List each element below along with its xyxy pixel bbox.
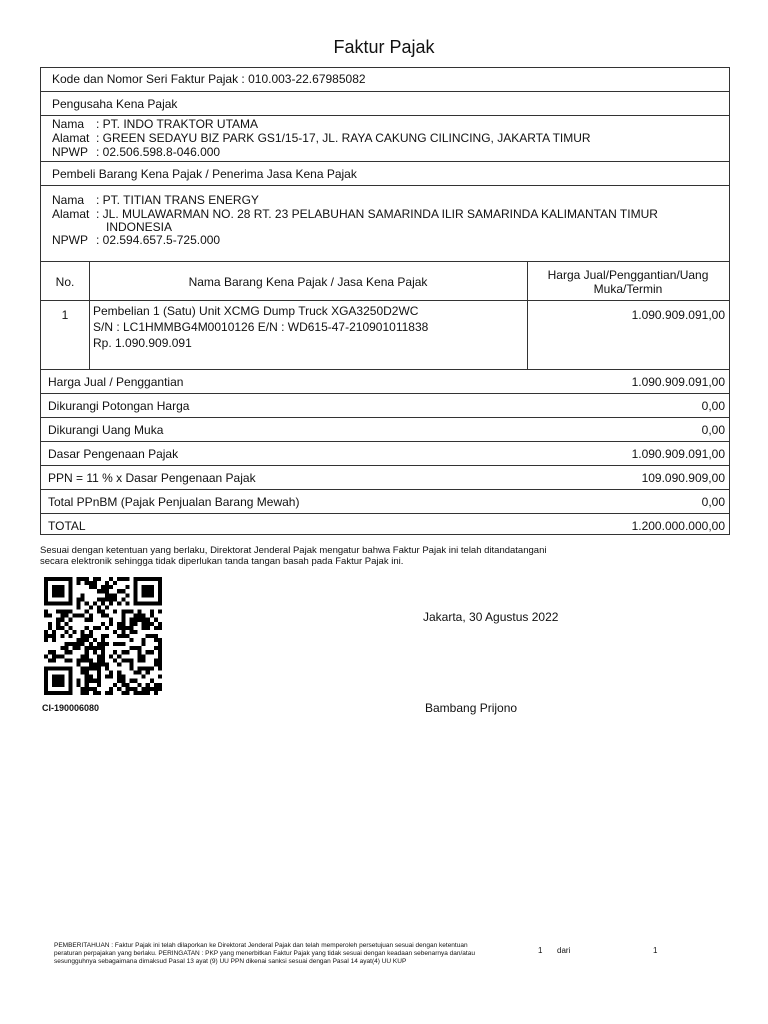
page-dari: dari	[557, 946, 571, 955]
item-description: Pembelian 1 (Satu) Unit XCMG Dump Truck XGA3250D2WC S/N : LC1HMMBG4M0010126 E/N : WD615-47-210901011838 Rp. 1.090.909.091	[93, 304, 429, 350]
summary-row	[41, 514, 729, 538]
pengusaha-details	[41, 116, 729, 162]
item-no: 1	[61, 308, 69, 322]
pembeli-heading: Pembeli Barang Kena Pajak / Penerima Jasa Kena Pajak	[52, 167, 357, 181]
qr-code	[42, 577, 164, 695]
summary-value: 1.090.909.091,00	[631, 447, 725, 461]
item-header-row	[41, 262, 729, 301]
col-no-header: No.	[55, 275, 75, 289]
kode-nomor: Kode dan Nomor Seri Faktur Pajak : 010.003-22.67985082	[52, 72, 366, 86]
e-signature-note: Sesuai dengan ketentuan yang berlaku, Direktorat Jenderal Pajak mengatur bahwa Faktur Pajak ini telah ditandatangani secara elektronik sehingga tidak diperlukan tanda tangan basah pada Faktur Pajak ini.	[40, 545, 547, 567]
signer-name: Bambang Prijono	[425, 701, 518, 715]
kode-row	[41, 68, 729, 92]
pembeli-details	[41, 186, 729, 262]
pembeli-heading-row	[41, 162, 729, 186]
summary-row	[41, 418, 729, 442]
summary-row	[41, 490, 729, 514]
summary-value: 1.090.909.091,00	[631, 375, 725, 389]
summary-value: 0,00	[701, 399, 725, 413]
document-title: Faktur Pajak	[333, 37, 435, 57]
summary-row	[41, 394, 729, 418]
col-harga-header: Harga Jual/Penggantian/Uang Muka/Termin	[547, 268, 709, 296]
summary-label: Dikurangi Potongan Harga	[48, 399, 190, 413]
pembeli-nama: Nama : PT. TITIAN TRANS ENERGY	[52, 193, 259, 207]
pengusaha-heading: Pengusaha Kena Pajak	[52, 97, 178, 111]
pengusaha-heading-row	[41, 92, 729, 116]
pembeli-alamat-line2: INDONESIA	[106, 220, 173, 234]
item-row	[41, 301, 729, 370]
summary-value: 0,00	[701, 495, 725, 509]
summary-label: Dikurangi Uang Muka	[48, 423, 164, 437]
summary-label: Harga Jual / Penggantian	[48, 375, 184, 389]
summary-row	[41, 442, 729, 466]
summary-value: 109.090.909,00	[641, 471, 725, 485]
summary-label: PPN = 11 % x Dasar Pengenaan Pajak	[48, 471, 256, 485]
footer-notice: PEMBERITAHUAN : Faktur Pajak ini telah dilaporkan ke Direktorat Jenderal Pajak dan telah memperoleh persetujuan sesuai dengan ketentuan peraturan perpajakan yang berlaku. PERINGATAN : PKP yang menerbitkan Faktur Pajak yang tidak sesuai dengan keadaan sebenarnya dan/atau sesungguhnya sebagaimana dimaksud Pasal 13 ayat (9) UU PPN dikenai sanksi sesuai dengan Pasal 14 ayat(4) UU KUP	[54, 942, 475, 965]
summary-label: Total PPnBM (Pajak Penjualan Barang Mewah)	[48, 495, 300, 509]
pengusaha-npwp: NPWP : 02.506.598.8-046.000	[52, 145, 221, 159]
col-nama-header: Nama Barang Kena Pajak / Jasa Kena Pajak	[188, 275, 428, 289]
summary-label: Dasar Pengenaan Pajak	[48, 447, 179, 461]
summary-value: 1.200.000.000,00	[631, 519, 725, 533]
pengusaha-nama: Nama : PT. INDO TRAKTOR UTAMA	[52, 117, 259, 131]
qr-code-id: CI-190006080	[42, 703, 100, 713]
summary-label: TOTAL	[48, 519, 86, 533]
pembeli-alamat: Alamat : JL. MULAWARMAN NO. 28 RT. 23 PELABUHAN SAMARINDA ILIR SAMARINDA KALIMANTAN TIMUR	[52, 207, 658, 221]
summary-row	[41, 466, 729, 490]
invoice-table	[40, 67, 730, 535]
pembeli-npwp: NPWP : 02.594.657.5-725.000	[52, 233, 221, 247]
pengusaha-alamat: Alamat : GREEN SEDAYU BIZ PARK GS1/15-17, JL. RAYA CAKUNG CILINCING, JAKARTA TIMUR	[52, 131, 591, 145]
summary-row	[41, 370, 729, 394]
item-harga: 1.090.909.091,00	[631, 308, 725, 322]
place-date: Jakarta, 30 Agustus 2022	[423, 610, 559, 624]
page-number: 1	[538, 946, 543, 955]
page-total: 1	[653, 946, 658, 955]
summary-value: 0,00	[701, 423, 725, 437]
